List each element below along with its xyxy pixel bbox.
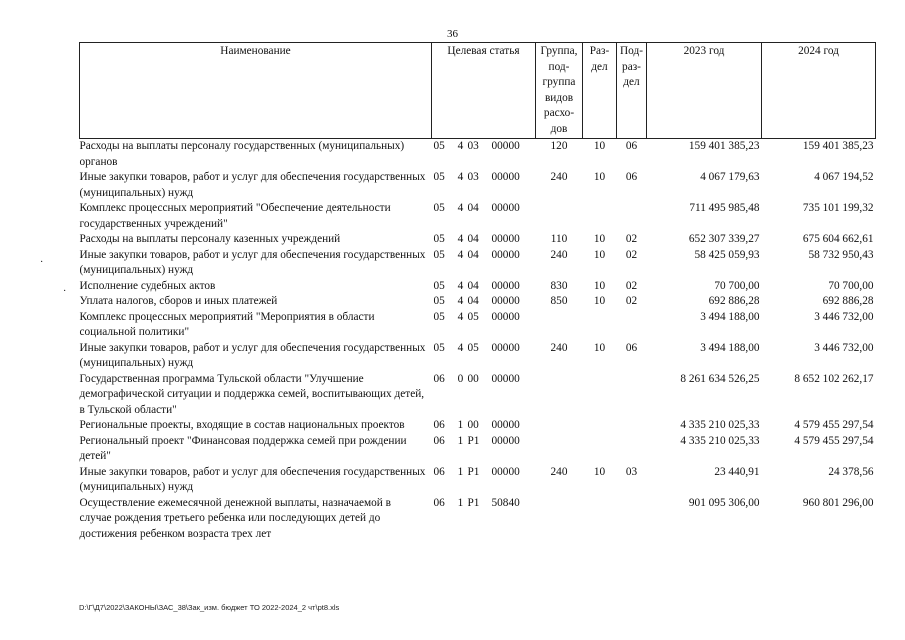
row-target-article: [432, 418, 536, 434]
row-section: [583, 310, 617, 341]
table-row: [80, 248, 876, 279]
header-year-2024: 2024 год: [762, 43, 876, 139]
row-target-article: [432, 201, 536, 232]
target-code-part: 05: [433, 248, 445, 261]
row-value-2023: 3 494 188,00: [700, 310, 760, 323]
row-expense-group: 110: [550, 233, 568, 245]
row-name: Региональные проекты, входящие в состав национальных проектов: [79, 419, 405, 431]
target-code-part: 05: [433, 171, 445, 183]
page-number: 36: [447, 28, 458, 40]
target-code-part: 1: [457, 419, 464, 431]
target-code-part: 50840: [491, 496, 520, 509]
row-expense-group: [536, 372, 583, 419]
row-target-article: [432, 310, 536, 341]
table-row: [80, 279, 876, 295]
target-code-part: 00000: [491, 171, 520, 183]
row-expense-group: [536, 201, 583, 232]
row-section: 10: [593, 465, 606, 478]
file-path-footer: D:\Г\Д7\2022\ЗАКОНЫ\ЗАС_38\Зак_изм. бюджет ТО 2022-2024_2 чт\pt8.xls: [79, 603, 340, 612]
target-code-part: 05: [467, 310, 479, 323]
row-subsection: 02: [625, 279, 638, 292]
table-row: [80, 418, 876, 434]
row-expense-group: [536, 418, 583, 434]
table-row: [80, 341, 876, 372]
row-name: Расходы на выплаты персоналу казенных учреждений: [79, 233, 341, 245]
target-code-part: 4: [457, 295, 464, 307]
header-expense-group: Группа, под-группа видов расхо-дов: [536, 43, 583, 139]
target-code-part: 1: [457, 465, 464, 478]
row-section: 10: [593, 171, 606, 183]
target-code-part: 04: [467, 202, 479, 214]
row-subsection: 03: [625, 465, 638, 478]
target-code-part: 00000: [491, 341, 520, 354]
row-value-2024: 692 886,28: [822, 295, 874, 307]
row-value-2024: 24 378,56: [828, 465, 874, 478]
row-target-article: [432, 496, 536, 543]
row-value-2023: 4 335 210 025,33: [680, 434, 760, 447]
target-code-part: P1: [467, 465, 480, 478]
row-target-article: [432, 341, 536, 372]
row-target-article: [432, 170, 536, 201]
row-section: [583, 418, 617, 434]
row-expense-group: [536, 434, 583, 465]
target-code-part: 00: [467, 419, 479, 431]
scan-dot: ·: [40, 257, 44, 268]
header-subsection: Под-раз-дел: [617, 43, 647, 139]
table-row: [80, 496, 876, 543]
row-section: 10: [593, 295, 606, 307]
row-name: Уплата налогов, сборов и иных платежей: [79, 295, 278, 307]
row-section: 10: [593, 248, 606, 261]
row-section: [583, 434, 617, 465]
row-subsection: 02: [625, 233, 638, 245]
target-code-part: P1: [467, 434, 480, 447]
target-code-part: P1: [467, 496, 480, 509]
row-target-article: [432, 248, 536, 279]
row-subsection: [617, 310, 647, 341]
target-code-part: 4: [457, 248, 464, 261]
row-expense-group: 240: [550, 171, 568, 183]
row-value-2023: 23 440,91: [714, 465, 760, 478]
row-value-2024: 735 101 199,32: [802, 202, 874, 214]
target-code-part: 03: [467, 171, 479, 183]
row-target-article: [432, 279, 536, 295]
table-body: [80, 139, 876, 543]
row-name: Государственная программа Тульской области "Улучшение демографической ситуации и поддержка семей, воспитывающих детей, в Тульской области": [79, 372, 425, 416]
row-subsection: 02: [625, 295, 638, 307]
table-row: [80, 201, 876, 232]
row-value-2023: 692 886,28: [708, 295, 760, 307]
target-code-part: 05: [433, 310, 445, 323]
target-code-part: 05: [433, 140, 445, 152]
row-value-2024: 8 652 102 262,17: [794, 372, 874, 385]
header-name: Наименование: [80, 43, 432, 139]
target-code-part: 06: [433, 372, 445, 385]
target-code-part: 00000: [491, 233, 520, 245]
target-code-part: 00000: [491, 465, 520, 478]
target-code-part: 06: [433, 496, 445, 509]
target-code-part: 06: [433, 434, 445, 447]
row-value-2024: 4 579 455 297,54: [794, 434, 874, 447]
scan-dot: ·: [63, 286, 67, 297]
row-subsection: [617, 434, 647, 465]
row-expense-group: 850: [550, 295, 568, 307]
target-code-part: 05: [433, 202, 445, 214]
target-code-part: 4: [457, 140, 464, 152]
row-subsection: [617, 496, 647, 543]
row-target-article: [432, 139, 536, 171]
target-code-part: 4: [457, 341, 464, 354]
row-value-2024: 70 700,00: [828, 279, 874, 292]
table-row: [80, 372, 876, 419]
row-target-article: [432, 372, 536, 419]
row-value-2024: 4 067 194,52: [814, 171, 874, 183]
row-name: Комплекс процессных мероприятий "Обеспечение деятельности государственных учреждений": [79, 202, 391, 230]
row-subsection: 06: [625, 171, 638, 183]
row-value-2024: 675 604 662,61: [802, 233, 874, 245]
row-name: Исполнение судебных актов: [79, 279, 216, 292]
row-name: Комплекс процессных мероприятий "Мероприятия в области социальной политики": [79, 310, 375, 338]
row-section: [583, 496, 617, 543]
row-name: Иные закупки товаров, работ и услуг для обеспечения государственных (муниципальных) нужд: [79, 171, 426, 199]
row-expense-group: 240: [550, 465, 568, 478]
row-target-article: [432, 294, 536, 310]
row-subsection: [617, 418, 647, 434]
target-code-part: 05: [433, 233, 445, 245]
row-subsection: [617, 201, 647, 232]
table-row: [80, 434, 876, 465]
row-value-2024: 3 446 732,00: [814, 341, 874, 354]
row-name: Осуществление ежемесячной денежной выплаты, назначаемой в случае рождения третьего ребенка или последующих детей до достижения ребенком возраста трех лет: [79, 496, 392, 540]
row-name: Иные закупки товаров, работ и услуг для обеспечения государственных (муниципальных) нужд: [79, 341, 426, 369]
row-subsection: [617, 372, 647, 419]
target-code-part: 00000: [491, 372, 520, 385]
target-code-part: 00000: [491, 434, 520, 447]
row-target-article: [432, 434, 536, 465]
row-target-article: [432, 232, 536, 248]
row-target-article: [432, 465, 536, 496]
target-code-part: 4: [457, 233, 464, 245]
row-value-2024: 3 446 732,00: [814, 310, 874, 323]
row-section: 10: [593, 233, 606, 245]
target-code-part: 0: [457, 372, 464, 385]
row-expense-group: 240: [550, 248, 568, 261]
header-target-article: Целевая статья: [432, 43, 536, 139]
target-code-part: 04: [467, 279, 479, 292]
row-value-2023: 711 495 985,48: [689, 202, 760, 214]
target-code-part: 00000: [491, 295, 520, 307]
row-value-2023: 901 095 306,00: [688, 496, 760, 509]
table-row: [80, 310, 876, 341]
table-row: [80, 170, 876, 201]
table-row: [80, 294, 876, 310]
target-code-part: 00000: [491, 279, 520, 292]
target-code-part: 05: [433, 279, 445, 292]
row-value-2023: 8 261 634 526,25: [680, 372, 760, 385]
row-name: Иные закупки товаров, работ и услуг для обеспечения государственных (муниципальных) нужд: [79, 465, 426, 493]
target-code-part: 1: [457, 434, 464, 447]
row-expense-group: 830: [550, 279, 568, 292]
target-code-part: 00: [467, 372, 479, 385]
target-code-part: 04: [467, 295, 479, 307]
row-section: 10: [593, 341, 606, 354]
target-code-part: 4: [457, 310, 464, 323]
row-expense-group: [536, 496, 583, 543]
table-header-row: [80, 43, 876, 139]
target-code-part: 05: [467, 341, 479, 354]
row-value-2024: 960 801 296,00: [802, 496, 874, 509]
row-value-2024: 58 732 950,43: [808, 248, 874, 261]
row-expense-group: 120: [550, 140, 568, 152]
row-value-2023: 159 401 385,23: [688, 140, 760, 152]
row-name: Региональный проект "Финансовая поддержка семей при рождении детей": [79, 434, 407, 462]
target-code-part: 04: [467, 233, 479, 245]
row-value-2023: 70 700,00: [714, 279, 760, 292]
row-subsection: 02: [625, 248, 638, 261]
header-year-2023: 2023 год: [647, 43, 762, 139]
target-code-part: 00000: [491, 140, 520, 152]
row-value-2023: 4 335 210 025,33: [680, 419, 760, 431]
row-section: 10: [593, 279, 606, 292]
budget-table-sheet: [79, 42, 875, 542]
row-value-2023: 3 494 188,00: [700, 341, 760, 354]
target-code-part: 00000: [491, 202, 520, 214]
row-expense-group: [536, 310, 583, 341]
row-section: [583, 201, 617, 232]
row-subsection: 06: [625, 341, 638, 354]
target-code-part: 06: [433, 419, 445, 431]
target-code-part: 1: [457, 496, 464, 509]
table-row: [80, 465, 876, 496]
row-name: Иные закупки товаров, работ и услуг для обеспечения государственных (муниципальных) нужд: [79, 248, 426, 276]
target-code-part: 00000: [491, 419, 520, 431]
row-value-2024: 4 579 455 297,54: [794, 419, 874, 431]
row-section: [583, 372, 617, 419]
header-section: Раз-дел: [583, 43, 617, 139]
row-value-2024: 159 401 385,23: [802, 140, 874, 152]
table-row: [80, 232, 876, 248]
target-code-part: 03: [467, 140, 479, 152]
row-expense-group: 240: [550, 341, 568, 354]
budget-table: [79, 42, 876, 542]
target-code-part: 05: [433, 295, 445, 307]
target-code-part: 4: [457, 202, 464, 214]
row-section: 10: [593, 140, 606, 152]
row-value-2023: 4 067 179,63: [700, 171, 760, 183]
row-value-2023: 652 307 339,27: [688, 233, 760, 245]
target-code-part: 00000: [491, 248, 520, 261]
row-subsection: 06: [625, 140, 638, 152]
table-row: [80, 139, 876, 171]
target-code-part: 06: [433, 465, 445, 478]
target-code-part: 4: [457, 279, 464, 292]
row-value-2023: 58 425 059,93: [694, 248, 760, 261]
target-code-part: 04: [467, 248, 479, 261]
target-code-part: 4: [457, 171, 464, 183]
row-name: Расходы на выплаты персоналу государственных (муниципальных) органов: [79, 140, 405, 168]
target-code-part: 05: [433, 341, 445, 354]
target-code-part: 00000: [491, 310, 520, 323]
